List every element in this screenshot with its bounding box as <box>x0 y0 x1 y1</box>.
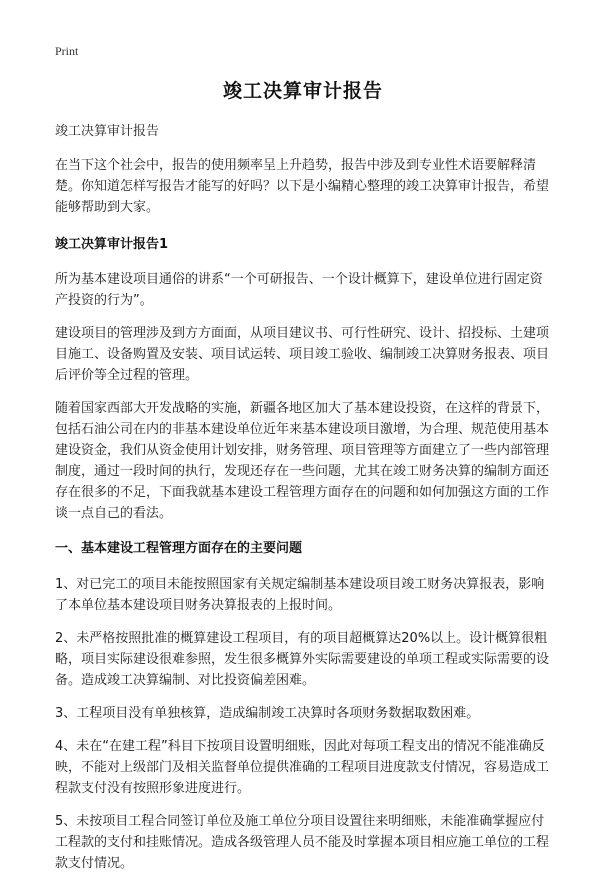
document-body <box>55 78 551 874</box>
print-label: Print <box>55 44 79 58</box>
section-heading-1: 一、基本建设工程管理方面存在的主要问题 <box>55 541 303 556</box>
paragraph-2: 建设项目的管理涉及到方方面面，从项目建议书、可行性研究、设计、招投标、土建项目施工、设备购置及安装、项目试运转、项目竣工验收、编制竣工决算财务报表、项目后评价等全过程的管理。 <box>55 326 550 383</box>
list-item-5: 5、未按项目工程合同签订单位及施工单位分项目设置往来明细账，未能准确掌握应付工程款的支付和挂账情况。造成各级管理人员不能及时掌握本项目相应施工单位的工程款支付情况。 <box>55 814 550 871</box>
list-item-2: 2、未严格按照批准的概算建设工程项目，有的项目超概算达20%以上。设计概算很粗略，项目实际建设很难参照，发生很多概算外实际需要建设的单项工程或实际需要的设备。造成竣工决算编制、对比投资偏差困难。 <box>55 631 550 688</box>
report-heading: 竣工决算审计报告1 <box>55 237 169 252</box>
list-item-3: 3、工程项目没有单独核算，造成编制竣工决算时各项财务数据取数困难。 <box>55 706 480 721</box>
paragraph-3: 随着国家西部大开发战略的实施，新疆各地区加大了基本建设投资，在这样的背景下，包括石油公司在内的非基本建设单位近年来基本建设项目激增，为合理、规范使用基本建设资金，我们从资金使用计划安排，财务管理、项目管理等方面建立了一些内部管理制度，通过一段时间的执行，发现还存在一些问题，尤其在竣工财务决算的编制方面还存在很多的不足，下面我就基本建设工程管理方面存在的问题和如何加强这方面的工作谈一点自己的看法。 <box>55 401 550 521</box>
list-item-4: 4、未在“在建工程”科目下按项目设置明细账，因此对每项工程支出的情况不能准确反映，不能对上级部门及相关监督单位提供准确的工程项目进度款支付情况，容易造成工程款支付没有按照形象进度进行。 <box>55 739 550 796</box>
intro-paragraph: 在当下这个社会中，报告的使用频率呈上升趋势，报告中涉及到专业性术语要解释清楚。你知道怎样写报告才能写的好吗？以下是小编精心整理的竣工决算审计报告，希望能够帮助到大家。 <box>55 158 550 215</box>
paragraph-1: 所为基本建设项目通俗的讲系“一个可研报告、一个设计概算下，建设单位进行固定资产投资的行为”。 <box>55 272 543 308</box>
list-item-1: 1、对已完工的项目未能按照国家有关规定编制基本建设项目竣工财务决算报表，影响了本单位基本建设项目财务决算报表的上报时间。 <box>55 577 545 613</box>
document-title: 竣工决算审计报告 <box>222 80 383 102</box>
document-subtitle: 竣工决算审计报告 <box>55 124 160 139</box>
